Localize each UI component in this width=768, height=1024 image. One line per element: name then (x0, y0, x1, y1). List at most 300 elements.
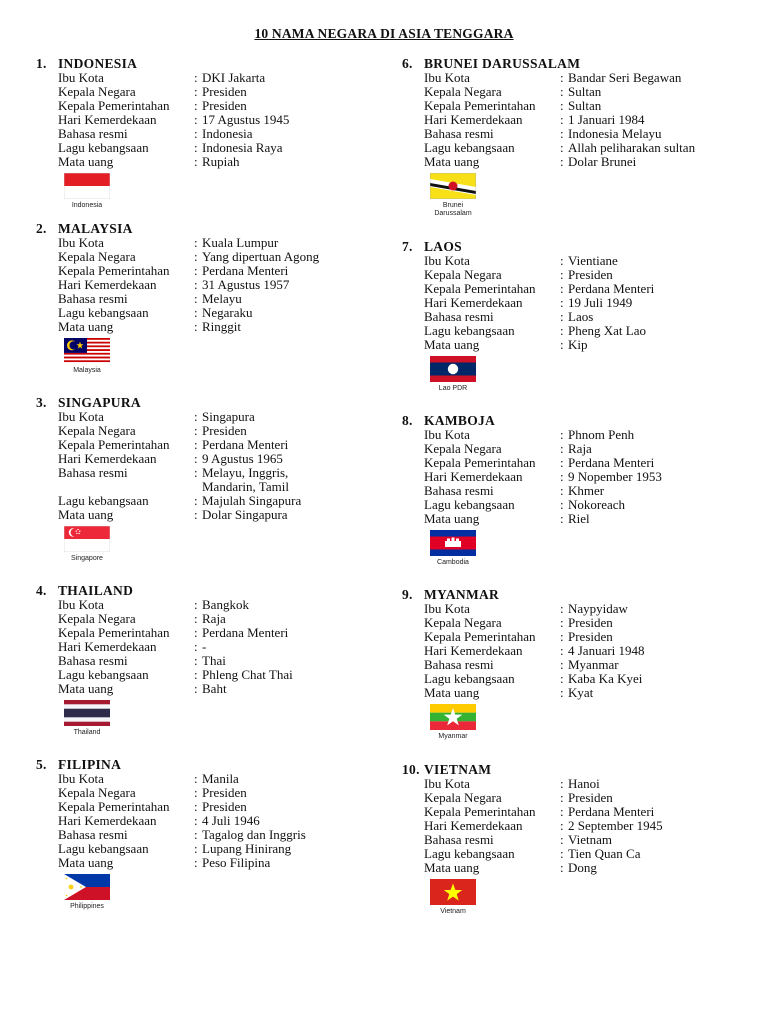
flag-figure (428, 530, 478, 567)
detail-row (424, 127, 768, 141)
detail-row (58, 424, 406, 438)
detail-label: Kepala Pemerintahan (58, 625, 170, 640)
detail-label: Lagu kebangsaan (58, 841, 149, 856)
detail-label: Ibu Kota (424, 70, 470, 85)
detail-label: Hari Kemerdekaan (424, 112, 523, 127)
detail-separator: : (560, 685, 564, 700)
flag-figure (62, 338, 112, 375)
detail-value: Indonesia (202, 126, 253, 141)
detail-row (58, 320, 406, 334)
detail-separator: : (560, 281, 564, 296)
detail-separator: : (194, 409, 198, 424)
detail-value: Melayu, Inggris, (202, 465, 289, 480)
detail-separator: : (194, 597, 198, 612)
flag-caption: Myanmar (438, 733, 468, 740)
detail-row (424, 498, 768, 512)
detail-separator: : (194, 827, 198, 842)
detail-separator: : (560, 70, 564, 85)
detail-separator: : (560, 309, 564, 324)
detail-label: Kepala Pemerintahan (424, 629, 536, 644)
detail-separator: : (194, 84, 198, 99)
detail-value: Allah peliharakan sultan (568, 140, 696, 155)
detail-label: Mata uang (424, 511, 480, 526)
country-name: BRUNEI DARUSSALAM (424, 56, 581, 71)
detail-value: Perdana Menteri (202, 437, 289, 452)
detail-row (58, 682, 406, 696)
country-number: 4. (36, 583, 47, 598)
detail-value: Perdana Menteri (568, 455, 655, 470)
detail-label: Bahasa resmi (58, 291, 128, 306)
detail-value: Presiden (202, 98, 247, 113)
detail-separator: : (194, 70, 198, 85)
detail-value: Raja (568, 441, 592, 456)
detail-label: Mata uang (424, 154, 480, 169)
detail-row (424, 847, 768, 861)
country-section (402, 239, 768, 393)
detail-value: Presiden (202, 799, 247, 814)
detail-separator: : (560, 455, 564, 470)
detail-row (424, 456, 768, 470)
detail-value: Raja (202, 611, 226, 626)
detail-separator: : (194, 493, 198, 508)
detail-separator: : (560, 790, 564, 805)
detail-label: Bahasa resmi (424, 483, 494, 498)
detail-value: Kaba Ka Kyei (568, 671, 643, 686)
myanmar-flag (430, 704, 476, 730)
detail-separator: : (194, 681, 198, 696)
detail-value: Kip (568, 337, 588, 352)
flag-figure (62, 173, 112, 210)
philippines-flag (64, 874, 110, 900)
detail-row (424, 338, 768, 352)
detail-separator: : (560, 615, 564, 630)
indonesia-flag (64, 173, 110, 199)
detail-separator: : (560, 295, 564, 310)
country-heading (36, 56, 406, 71)
country-name: LAOS (424, 239, 462, 254)
detail-row (58, 640, 406, 654)
detail-label: Lagu kebangsaan (424, 671, 515, 686)
detail-row (424, 805, 768, 819)
detail-label: Kepala Negara (424, 441, 502, 456)
detail-separator: : (560, 84, 564, 99)
detail-value: Peso Filipina (202, 855, 271, 870)
singapore-flag (64, 526, 110, 552)
detail-row (58, 410, 406, 424)
detail-value: 1 Januari 1984 (568, 112, 645, 127)
detail-label: Kepala Negara (58, 249, 136, 264)
detail-row (58, 598, 406, 612)
detail-row (424, 113, 768, 127)
detail-separator: : (560, 818, 564, 833)
detail-label: Mata uang (58, 681, 114, 696)
detail-value: 19 Juli 1949 (568, 295, 633, 310)
detail-separator: : (560, 483, 564, 498)
flag-figure (62, 526, 112, 563)
detail-separator: : (560, 497, 564, 512)
detail-value: Bandar Seri Begawan (568, 70, 682, 85)
detail-row (58, 236, 406, 250)
detail-value: Lupang Hinirang (202, 841, 292, 856)
detail-separator: : (194, 291, 198, 306)
country-details (424, 71, 768, 169)
detail-value: Presiden (202, 785, 247, 800)
detail-row (58, 113, 406, 127)
detail-row (58, 250, 406, 264)
detail-value: Presiden (202, 84, 247, 99)
detail-row (58, 612, 406, 626)
detail-label: Bahasa resmi (424, 126, 494, 141)
detail-label: Lagu kebangsaan (424, 140, 515, 155)
country-number: 10. (402, 762, 420, 777)
detail-value: Perdana Menteri (202, 263, 289, 278)
detail-separator: : (560, 112, 564, 127)
country-name: INDONESIA (58, 56, 138, 71)
detail-separator: : (560, 253, 564, 268)
detail-separator: : (560, 846, 564, 861)
detail-row (424, 819, 768, 833)
detail-row (424, 616, 768, 630)
detail-value: 31 Agustus 1957 (202, 277, 290, 292)
vietnam-flag (430, 879, 476, 905)
country-name: THAILAND (58, 583, 134, 598)
detail-label: Bahasa resmi (58, 827, 128, 842)
country-section (402, 56, 768, 218)
detail-row (424, 672, 768, 686)
detail-label: Lagu kebangsaan (58, 667, 149, 682)
detail-row (424, 484, 768, 498)
country-section (402, 413, 768, 567)
detail-row (58, 668, 406, 682)
detail-row (424, 470, 768, 484)
detail-label: Kepala Negara (58, 423, 136, 438)
detail-value: Indonesia Melayu (568, 126, 662, 141)
detail-separator: : (194, 771, 198, 786)
detail-row (58, 292, 406, 306)
detail-separator: : (194, 653, 198, 668)
country-number: 5. (36, 757, 47, 772)
detail-value: Kuala Lumpur (202, 235, 279, 250)
detail-row (58, 438, 406, 452)
detail-row (424, 296, 768, 310)
country-heading (402, 239, 768, 254)
detail-value: Thai (202, 653, 226, 668)
detail-value: Presiden (568, 790, 613, 805)
flag-caption: Brunei (442, 202, 464, 209)
detail-separator: : (560, 657, 564, 672)
detail-label: Kepala Pemerintahan (58, 437, 170, 452)
country-heading (402, 762, 768, 777)
country-heading (402, 56, 768, 71)
detail-label: Ibu Kota (424, 601, 470, 616)
detail-separator: : (560, 469, 564, 484)
detail-value: 17 Agustus 1945 (202, 112, 290, 127)
detail-row (58, 452, 406, 466)
detail-separator: : (560, 154, 564, 169)
country-number: 1. (36, 56, 47, 71)
detail-separator: : (560, 804, 564, 819)
detail-separator: : (194, 813, 198, 828)
detail-value: Presiden (568, 267, 613, 282)
detail-row (58, 800, 406, 814)
detail-row (58, 654, 406, 668)
detail-label: Lagu kebangsaan (58, 140, 149, 155)
detail-label: Kepala Pemerintahan (424, 804, 536, 819)
detail-value: Presiden (568, 615, 613, 630)
detail-label: Ibu Kota (58, 70, 104, 85)
detail-value: Vientiane (568, 253, 618, 268)
country-heading (402, 413, 768, 428)
country-details (424, 254, 768, 352)
detail-separator: : (194, 639, 198, 654)
detail-row (424, 861, 768, 875)
detail-separator: : (194, 451, 198, 466)
detail-label: Hari Kemerdekaan (58, 451, 157, 466)
country-section (36, 56, 406, 210)
detail-value: 9 Agustus 1965 (202, 451, 283, 466)
detail-separator: : (194, 112, 198, 127)
detail-row (424, 833, 768, 847)
detail-label: Mata uang (58, 855, 114, 870)
detail-row (58, 306, 406, 320)
detail-value: Dong (568, 860, 597, 875)
detail-separator: : (560, 98, 564, 113)
detail-row (58, 264, 406, 278)
country-name: SINGAPURA (58, 395, 141, 410)
detail-separator: : (194, 841, 198, 856)
detail-separator: : (560, 629, 564, 644)
detail-separator: : (194, 667, 198, 682)
detail-label: Bahasa resmi (58, 465, 128, 480)
country-number: 8. (402, 413, 413, 428)
detail-label: Ibu Kota (424, 427, 470, 442)
detail-value: Majulah Singapura (202, 493, 302, 508)
country-name: MYANMAR (424, 587, 500, 602)
detail-row (58, 814, 406, 828)
cambodia-flag (430, 530, 476, 556)
detail-separator: : (194, 249, 198, 264)
detail-row (58, 842, 406, 856)
detail-label: Kepala Pemerintahan (58, 263, 170, 278)
detail-row (58, 786, 406, 800)
detail-label: Bahasa resmi (424, 309, 494, 324)
detail-value: DKI Jakarta (202, 70, 266, 85)
flag-figure (428, 879, 478, 916)
detail-label: Kepala Negara (424, 615, 502, 630)
detail-value: Tagalog dan Inggris (202, 827, 306, 842)
detail-label: Bahasa resmi (58, 653, 128, 668)
detail-separator: : (560, 323, 564, 338)
detail-separator: : (560, 441, 564, 456)
malaysia-flag (64, 338, 110, 364)
detail-separator: : (560, 427, 564, 442)
detail-row (424, 428, 768, 442)
flag-figure (428, 173, 478, 218)
detail-label: Hari Kemerdekaan (58, 639, 157, 654)
detail-row (58, 828, 406, 842)
detail-separator: : (560, 860, 564, 875)
detail-row-continued (58, 480, 406, 494)
detail-separator: : (560, 511, 564, 526)
country-number: 3. (36, 395, 47, 410)
detail-label: Bahasa resmi (424, 832, 494, 847)
detail-value: Singapura (202, 409, 255, 424)
detail-value: Perdana Menteri (202, 625, 289, 640)
country-heading (36, 583, 406, 598)
detail-value: Sultan (568, 84, 602, 99)
detail-row (58, 772, 406, 786)
detail-label: Mata uang (58, 507, 114, 522)
detail-row (58, 127, 406, 141)
detail-label: Kepala Pemerintahan (424, 98, 536, 113)
detail-label: Kepala Negara (424, 267, 502, 282)
country-number: 2. (36, 221, 47, 236)
detail-row (424, 658, 768, 672)
detail-value: Perdana Menteri (568, 281, 655, 296)
detail-value: Dolar Brunei (568, 154, 637, 169)
detail-label: Kepala Pemerintahan (424, 281, 536, 296)
country-name: VIETNAM (424, 762, 492, 777)
detail-separator: : (194, 305, 198, 320)
detail-separator: : (194, 625, 198, 640)
detail-value: Negaraku (202, 305, 253, 320)
detail-label: Ibu Kota (58, 235, 104, 250)
detail-value: 9 Nopember 1953 (568, 469, 662, 484)
detail-row (424, 268, 768, 282)
detail-row (424, 512, 768, 526)
detail-row (424, 254, 768, 268)
detail-row (424, 282, 768, 296)
detail-label: Hari Kemerdekaan (58, 277, 157, 292)
detail-value: Melayu (202, 291, 242, 306)
detail-separator: : (560, 643, 564, 658)
detail-row (58, 626, 406, 640)
detail-separator: : (560, 267, 564, 282)
detail-row (58, 99, 406, 113)
detail-label: Bahasa resmi (58, 126, 128, 141)
country-section (36, 221, 406, 375)
country-details (424, 777, 768, 875)
detail-value: Yang dipertuan Agong (202, 249, 320, 264)
country-section (402, 762, 768, 916)
country-details (58, 598, 406, 696)
detail-value: Bangkok (202, 597, 249, 612)
detail-label: Hari Kemerdekaan (58, 112, 157, 127)
detail-value: Phnom Penh (568, 427, 635, 442)
detail-row (424, 777, 768, 791)
country-section (36, 395, 406, 563)
detail-row (424, 85, 768, 99)
country-number: 7. (402, 239, 413, 254)
detail-label: Kepala Negara (424, 84, 502, 99)
detail-value: Baht (202, 681, 227, 696)
detail-label: Kepala Negara (424, 790, 502, 805)
detail-row (58, 141, 406, 155)
detail-row (58, 155, 406, 169)
detail-label: Lagu kebangsaan (58, 305, 149, 320)
country-name: KAMBOJA (424, 413, 496, 428)
detail-row (424, 602, 768, 616)
flag-caption: Lao PDR (438, 385, 468, 392)
detail-label: Lagu kebangsaan (424, 497, 515, 512)
detail-label: Kepala Pemerintahan (58, 98, 170, 113)
detail-label: Ibu Kota (424, 776, 470, 791)
detail-label: Kepala Negara (58, 785, 136, 800)
detail-value: - (202, 639, 207, 654)
country-section (402, 587, 768, 741)
detail-value: Laos (568, 309, 594, 324)
flag-caption: Malaysia (73, 367, 101, 374)
detail-row (424, 310, 768, 324)
detail-separator: : (194, 507, 198, 522)
detail-separator: : (194, 319, 198, 334)
detail-label: Lagu kebangsaan (424, 323, 515, 338)
detail-label: Hari Kemerdekaan (424, 295, 523, 310)
detail-value: Perdana Menteri (568, 804, 655, 819)
detail-row (424, 791, 768, 805)
detail-label: Ibu Kota (58, 771, 104, 786)
detail-value: Rupiah (202, 154, 240, 169)
detail-row (58, 278, 406, 292)
detail-separator: : (194, 98, 198, 113)
flag-caption: Vietnam (440, 908, 466, 915)
detail-row (424, 99, 768, 113)
detail-separator: : (194, 277, 198, 292)
detail-row (424, 141, 768, 155)
detail-row (424, 630, 768, 644)
detail-separator: : (194, 423, 198, 438)
country-details (58, 236, 406, 334)
detail-label: Mata uang (58, 154, 114, 169)
detail-value: Mandarin, Tamil (202, 479, 289, 494)
detail-row (424, 71, 768, 85)
detail-label: Ibu Kota (424, 253, 470, 268)
page-title: 10 NAMA NEGARA DI ASIA TENGGARA (254, 26, 514, 41)
detail-value: Dolar Singapura (202, 507, 288, 522)
detail-label: Mata uang (58, 319, 114, 334)
detail-row (58, 494, 406, 508)
country-details (424, 428, 768, 526)
country-name: MALAYSIA (58, 221, 133, 236)
detail-value: Indonesia Raya (202, 140, 283, 155)
detail-separator: : (194, 126, 198, 141)
detail-label: Ibu Kota (58, 597, 104, 612)
detail-separator: : (194, 611, 198, 626)
detail-separator: : (560, 337, 564, 352)
flag-caption: Indonesia (71, 202, 103, 209)
detail-label: Kepala Pemerintahan (58, 799, 170, 814)
detail-row (424, 324, 768, 338)
country-section (36, 583, 406, 737)
country-heading (36, 757, 406, 772)
detail-row (58, 508, 406, 522)
detail-value: Sultan (568, 98, 602, 113)
detail-row (58, 71, 406, 85)
detail-value: 2 September 1945 (568, 818, 663, 833)
detail-separator: : (560, 140, 564, 155)
flag-caption-line2: Darussalam (434, 210, 472, 217)
country-heading (36, 395, 406, 410)
detail-row (58, 466, 406, 480)
detail-separator: : (560, 601, 564, 616)
detail-separator: : (194, 855, 198, 870)
detail-value: Presiden (568, 629, 613, 644)
detail-label: Kepala Negara (58, 611, 136, 626)
detail-separator: : (194, 140, 198, 155)
detail-label: Mata uang (424, 860, 480, 875)
detail-label: Ibu Kota (58, 409, 104, 424)
country-details (58, 772, 406, 870)
